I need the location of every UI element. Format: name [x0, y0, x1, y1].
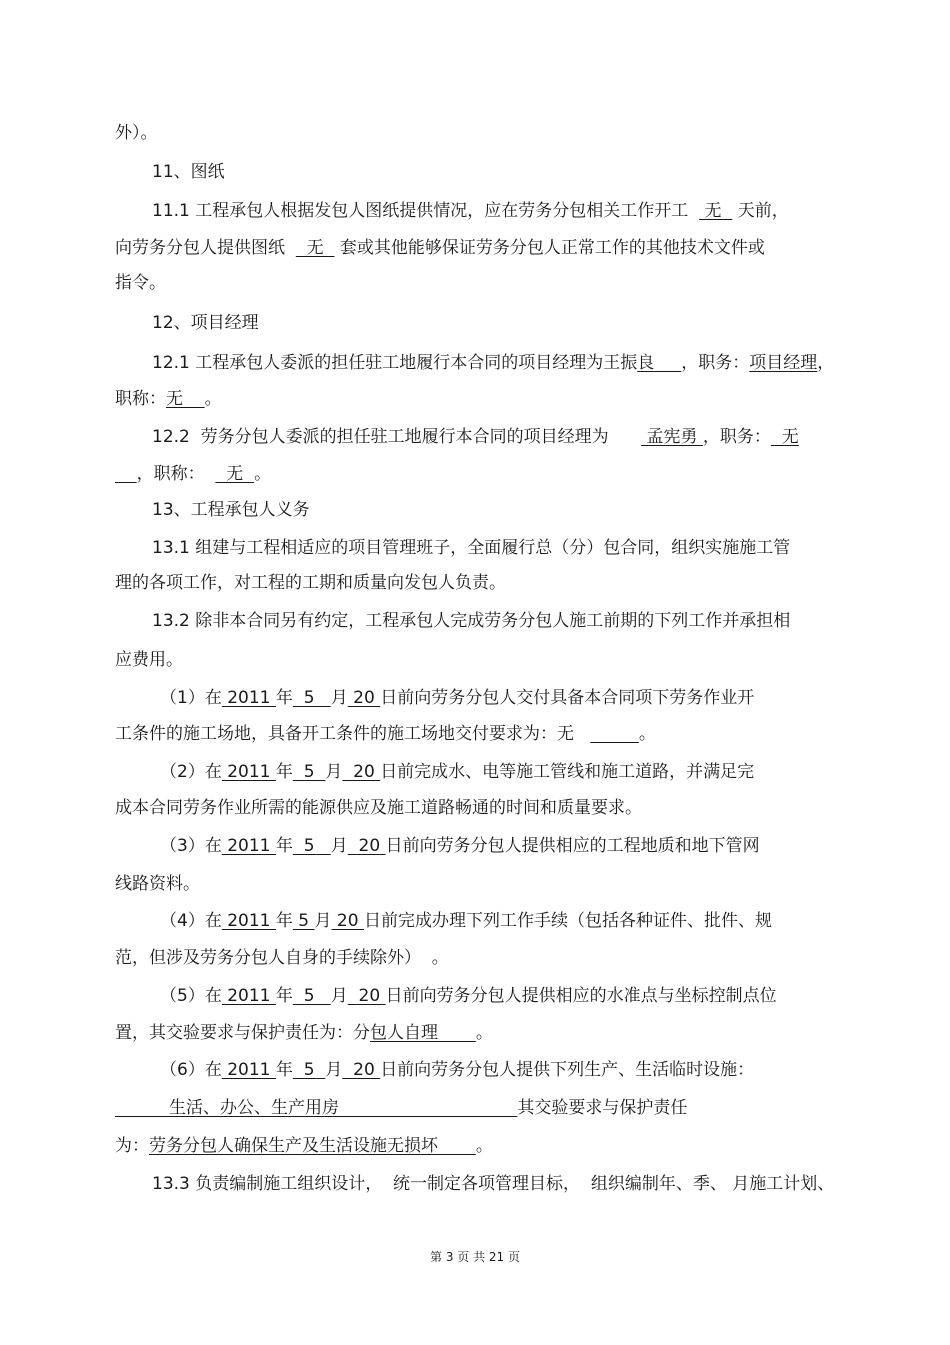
text-segment: 年	[275, 911, 293, 931]
text-segment: 。	[475, 1136, 493, 1156]
filled-blank: 5	[292, 688, 331, 708]
text-segment: （3）在	[160, 836, 222, 856]
filled-blank: 孟宪勇	[641, 427, 703, 447]
text-segment: 向劳务分包人提供图纸	[115, 238, 296, 258]
text-line	[115, 386, 222, 412]
filled-blank: 生活、办公、生产用房	[115, 1098, 518, 1118]
text-line	[115, 647, 183, 673]
text-segment: 年	[275, 836, 293, 856]
text-segment: 。	[638, 724, 656, 744]
filled-blank: 20	[342, 1060, 381, 1080]
text-segment: 。	[254, 464, 272, 484]
text-segment: 指令。	[115, 273, 166, 293]
text-line	[160, 1057, 754, 1083]
text-segment: 12.1 工程承包人委派的担任驻工地履行本合同的项目经理为王振	[152, 353, 638, 373]
text-segment: 年	[275, 762, 293, 782]
text-segment: 外）。	[115, 123, 158, 143]
text-segment: 年	[275, 1060, 293, 1080]
filled-blank: 5	[292, 836, 331, 856]
filled-blank: 无	[166, 389, 205, 409]
text-segment: 为：	[115, 1136, 149, 1156]
text-segment: 13.2 除非本合同另有约定，工程承包人完成劳务分包人施工前期的下列工作并承担相	[152, 611, 791, 631]
text-segment: 日前向劳务分包人提供相应的水准点与坐标控制点位	[385, 986, 777, 1006]
text-segment: 月	[330, 688, 348, 708]
text-segment: ，职务：	[681, 353, 750, 373]
filled-blank: 无	[215, 464, 255, 484]
text-segment: 。	[204, 389, 222, 409]
text-segment: （4）在	[160, 911, 222, 931]
text-line	[115, 235, 765, 261]
text-line	[115, 795, 642, 821]
text-line	[160, 833, 760, 859]
filled-blank: 5	[292, 762, 326, 782]
text-segment: 年	[275, 986, 293, 1006]
filled-blank: 5	[292, 911, 315, 931]
text-segment: ，职称：	[136, 464, 216, 484]
text-segment: 13.3 负责编制施工组织设计， 统一制定各项管理目标， 组织编制年、季、 月施工计划、	[152, 1174, 835, 1194]
text-line	[160, 908, 772, 934]
text-segment: 13、工程承包人义务	[152, 500, 310, 520]
text-segment: 13.1 组建与工程相适应的项目管理班子，全面履行总（分）包合同，组织实施施工管	[152, 538, 791, 558]
text-segment: 应费用。	[115, 650, 183, 670]
text-line	[152, 608, 790, 634]
text-line	[160, 983, 777, 1009]
filled-blank	[115, 464, 137, 484]
text-line	[115, 871, 200, 897]
text-line	[152, 497, 310, 523]
text-line	[152, 1171, 834, 1197]
page-footer: 第 3 页 共 21 页	[430, 1250, 520, 1264]
text-segment	[688, 201, 699, 221]
filled-blank: 2011	[221, 986, 276, 1006]
text-segment: 职称：	[115, 389, 166, 409]
filled-blank: 20	[347, 986, 386, 1006]
filled-blank: 20	[347, 688, 381, 708]
text-segment: 月	[325, 762, 343, 782]
text-segment: 工条件的施工场地，具备开工条件的施工场地交付要求为：无	[115, 724, 591, 744]
filled-blank: 无	[699, 201, 733, 221]
filled-blank	[590, 724, 639, 744]
filled-blank: 5	[292, 1060, 326, 1080]
filled-blank: 劳务分包人确保生产及生活设施无损坏	[149, 1136, 476, 1156]
text-line	[152, 350, 834, 376]
filled-blank: 项目经理	[749, 353, 818, 373]
text-segment: 月	[330, 986, 348, 1006]
text-line	[152, 159, 225, 185]
text-segment: 日前向劳务分包人提供下列生产、生活临时设施：	[380, 1060, 755, 1080]
filled-blank: 2011	[221, 762, 276, 782]
filled-blank: 良	[637, 353, 682, 373]
text-segment: 置，其交验要求与保护责任为：分	[115, 1023, 370, 1043]
text-line	[115, 1020, 493, 1046]
text-segment: 线路资料。	[115, 874, 200, 894]
filled-blank: 2011	[221, 688, 276, 708]
text-segment: 11、图纸	[152, 162, 225, 182]
text-line	[115, 570, 506, 596]
text-segment: 月	[314, 911, 332, 931]
text-segment: 12.2 劳务分包人委派的担任驻工地履行本合同的项目经理为	[152, 427, 642, 447]
filled-blank: 包人自理	[370, 1023, 476, 1043]
text-segment: （5）在	[160, 986, 222, 1006]
filled-blank: 20	[331, 911, 364, 931]
filled-blank: 5	[292, 986, 331, 1006]
text-segment: 套或其他能够保证劳务分包人正常工作的其他技术文件或	[334, 238, 765, 258]
text-segment: 11.1 工程承包人根据发包人图纸提供情况，应在劳务分包相关工作开工	[152, 201, 689, 221]
text-segment: （1）在	[160, 688, 222, 708]
text-segment: 日前完成水、电等施工管线和施工道路，并满足完	[380, 762, 755, 782]
text-line	[160, 685, 754, 711]
text-segment: 日前完成办理下列工作手续（包括各种证件、批件、规	[363, 911, 772, 931]
text-segment: 范，但涉及劳务分包人自身的手续除外） 。	[115, 948, 449, 968]
filled-blank: 2011	[221, 911, 276, 931]
filled-blank: 无	[295, 238, 335, 258]
filled-blank: 20	[342, 762, 381, 782]
text-line	[152, 198, 789, 224]
filled-blank: 无	[770, 427, 799, 447]
text-segment: ，	[817, 353, 835, 373]
text-segment: 成本合同劳务作业所需的能源供应及施工道路畅通的时间和质量要求。	[115, 798, 642, 818]
text-segment: 月	[330, 836, 348, 856]
text-segment: 年	[275, 688, 293, 708]
text-segment: 其交验要求与保护责任	[517, 1098, 688, 1118]
text-segment: （2）在	[160, 762, 222, 782]
filled-blank: 20	[347, 836, 386, 856]
text-line	[115, 945, 449, 971]
text-line	[115, 721, 656, 747]
text-segment: 月	[325, 1060, 343, 1080]
text-segment: 12、项目经理	[152, 313, 259, 333]
text-line	[152, 535, 790, 561]
text-segment: 天前，	[732, 201, 789, 221]
filled-blank: 2011	[221, 836, 276, 856]
text-line	[152, 424, 799, 450]
text-segment: ，职务：	[702, 427, 771, 447]
text-segment: 。	[475, 1023, 493, 1043]
text-line	[115, 461, 271, 487]
text-line	[115, 1095, 687, 1121]
text-line	[115, 270, 166, 296]
text-line	[115, 1133, 493, 1159]
text-line	[160, 759, 754, 785]
filled-blank: 2011	[221, 1060, 276, 1080]
text-segment: 理的各项工作，对工程的工期和质量向发包人负责。	[115, 573, 506, 593]
text-segment: 日前向劳务分包人交付具备本合同项下劳务作业开	[380, 688, 755, 708]
text-line	[152, 310, 259, 336]
text-segment: 日前向劳务分包人提供相应的工程地质和地下管网	[385, 836, 760, 856]
text-segment: （6）在	[160, 1060, 222, 1080]
text-line	[115, 120, 158, 146]
